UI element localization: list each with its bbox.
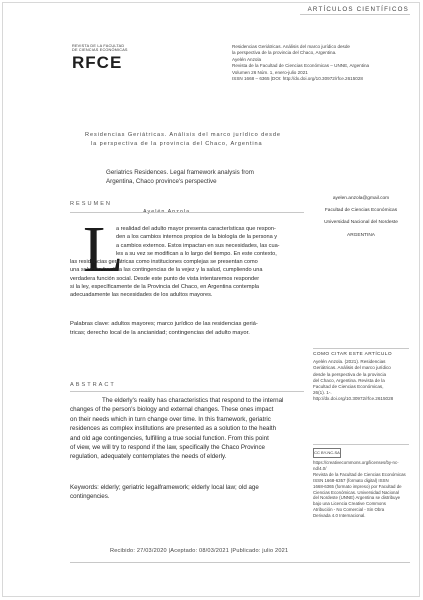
country-name: ARGENTINA [347, 232, 375, 238]
license-url[interactable]: https://creativecommons.org/licenses/by-nc-nd/4.0/ [313, 460, 399, 471]
keywords-en-line: Keywords: elderly; geriatric legalframework; elderly local law; old age [70, 484, 259, 491]
how-to-cite-line: desde la perspectiva de la provincia [313, 371, 387, 377]
license-line: Revista de la Facultad de Ciencias Económicas [313, 471, 406, 477]
logo-acronym: RFCE [72, 53, 123, 73]
author-email[interactable]: ayelen.anzola@gmail.com [332, 196, 390, 201]
journal-logo [72, 44, 132, 71]
resumen-line: si la ley, específicamente de la Provincia del Chaco, en Argentina contempla [70, 284, 259, 291]
how-to-cite-line: Geriátricas. Análisis del marco jurídico [313, 365, 391, 371]
howto-rule [313, 348, 409, 349]
cc-license-badge[interactable]: CC BY-NC-SA [313, 448, 341, 458]
citation-line: Volumen 26 Núm. 1, enero-julio 2021 [232, 69, 308, 75]
resumen-line: verdadera función social. Desde este punto de vista intentaremos responder [70, 275, 260, 282]
license-line: 1668-6365 (formato impreso) por Facultad de [313, 483, 402, 489]
license-line: bajo una Licencia Creative Commons [313, 501, 386, 507]
resumen-line: las residencias geriátricas como instituciones complejas se presentan como [70, 259, 258, 266]
license-line: Atribución - No Comercial - Sin Obra [313, 507, 385, 513]
logo-subtitle-2: DE CIENCIAS ECONÓMICAS [72, 48, 128, 53]
how-to-cite-title: COMO CITAR ESTE ARTÍCULO [313, 352, 392, 357]
keywords-english [70, 483, 304, 502]
citation-header [232, 44, 410, 82]
how-to-cite-line: Facultad de Ciencias Económicas, [313, 384, 384, 390]
footer-rule [70, 562, 410, 563]
abstract-line: regulation, adequately contemplates the needs of elderly. [70, 453, 227, 461]
faculty-name: Facultad de Ciencias Económicas [324, 208, 398, 214]
resumen-body [70, 225, 304, 300]
license-rule [313, 444, 409, 445]
citation-line: Revista de la Facultad de Ciencias Económicas – UNNE, Argentina [232, 63, 370, 69]
how-to-cite-line: del Chaco, Argentina. Revista de la [313, 377, 385, 383]
abstract-line: of view, we will try to respond if the law, specifically the Chaco Province [70, 444, 265, 452]
title-es-line: Residencias Geriátricas. Análisis del marco jurídico desde [85, 132, 281, 138]
abstract-line: changes of the person's biology and external changes. These ones impact [70, 406, 274, 414]
resumen-line: a realidad del adulto mayor presenta características que respon- [116, 226, 276, 232]
title-spanish [85, 131, 345, 149]
keywords-en-line: contingencies. [70, 493, 110, 501]
logo-subtitle-1: REVISTA DE LA FACULTAD [72, 44, 125, 48]
section-label: ARTÍCULOS CIENTÍFICOS [307, 6, 409, 13]
resumen-line: adecuadamente las necesidades de los adultos mayores. [70, 292, 213, 299]
citation-line: la perspectiva de la provincia del Chaco, Argentina. [232, 50, 337, 56]
resumen-line: a cambios externos. Estos impactan en sus necesidades, las cua- [116, 242, 280, 249]
how-to-cite-line: 26(1). 1-. [313, 390, 332, 396]
abstract-line: on their needs which in turn change over time. In this framework, geriatric [70, 415, 271, 423]
license-line: Derivada 4.0 Internacional. [313, 513, 366, 519]
resumen-label: RESUMEN [70, 201, 112, 207]
title-english [106, 169, 306, 186]
how-to-cite-box [313, 352, 409, 403]
license-line: del Nordeste (UNNE) Argentina se distribuye [313, 495, 401, 501]
resumen-line: den a los cambios internos propios de la biología de la persona y [116, 234, 278, 241]
abstract-line: and old age contingencies, fulfilling a true social function. From this point [70, 434, 269, 442]
author-affiliation [315, 196, 407, 245]
title-en-line: Argentina, Chaco province's perspective [106, 177, 217, 185]
abstract-line: residences as complex institutions are presented as a solution to the health [70, 425, 277, 433]
university-name: Universidad Nacional del Nordeste [324, 220, 398, 226]
header-rule [300, 14, 410, 15]
resumen-line: les a su vez se modifican a lo largo del tiempo. En este contexto, [116, 250, 277, 257]
how-to-cite-line: Ayelén Anzola. (2021). Residencias [313, 359, 386, 365]
citation-line: ISSN 1668 – 6365 |DOI: http://dx.doi.org/10.30972/rfce.2615028 [232, 76, 363, 82]
license-box [313, 448, 409, 519]
abstract-rule [70, 391, 304, 392]
resumen-line: una solución frente a las contingencias de la vejez y la salud, cumpliendo una [70, 267, 263, 274]
license-line: ISSN 1668-6357 (formato digital) ISSN [313, 477, 389, 483]
keywords-es-line: tricas; derecho local de la ancianidad; contingencias del adulto mayor. [70, 329, 250, 336]
keywords-spanish [70, 320, 304, 337]
title-es-line: la perspectiva de la provincia del Chaco, Argentina [91, 141, 263, 147]
abstract-line: The elderly's reality has characteristics that respond to the internal [102, 397, 284, 404]
dropcap: L [83, 213, 124, 286]
citation-line: Ayelén Anzola [232, 56, 262, 62]
citation-line: Residencias Geriátricas. Análisis del marco jurídico desde [232, 44, 350, 49]
abstract-label: ABSTRACT [70, 382, 116, 388]
abstract-body [70, 396, 304, 462]
how-to-cite-doi[interactable]: http://dx.doi.org/10.30972/rfce.2615028 [313, 396, 394, 402]
license-line: Ciencias Económicas. Universidad Nacional [313, 489, 399, 495]
title-en-line: Geriatrics Residences. Legal framework analysis from [106, 169, 254, 176]
keywords-es-line: Palabras clave: adultos mayores; marco jurídico de las residencias geriá- [70, 321, 258, 327]
publication-dates: Recibido: 27/03/2020 |Aceptado: 08/03/2021 |Publicado: julio 2021 [110, 548, 289, 554]
